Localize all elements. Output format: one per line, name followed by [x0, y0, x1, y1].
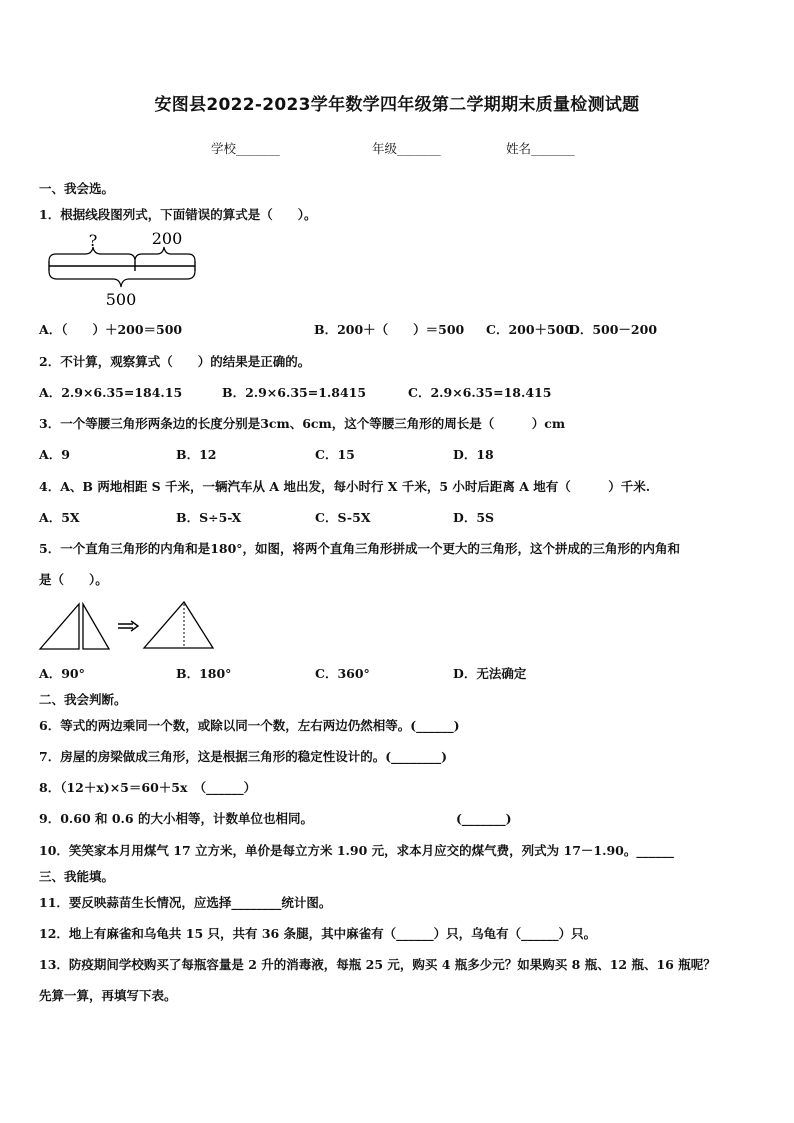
q4-stem: 4．A、B 两地相距 S 千米，一辆汽车从 A 地出发，每小时行 X 千米，5 小时后距离 A 地有（ ）千米.	[39, 479, 651, 494]
q5-stem-line1: 5．一个直角三角形的内角和是180°，如图，将两个直角三角形拼成一个更大的三角形，这个拼成的三角形的内角和	[39, 541, 681, 556]
q1-option-c[interactable]: C．200＋500	[486, 322, 574, 337]
q12[interactable]: 12．地上有麻雀和乌龟共 15 只，共有 36 条腿，其中麻雀有（______）只，乌龟有（______）只。	[39, 926, 597, 941]
q1-segment-diagram	[40, 229, 210, 313]
unknown-label: ?	[88, 231, 98, 250]
section-3-heading: 三、我能填。	[39, 869, 115, 884]
q5-option-d[interactable]: D．无法确定	[453, 666, 527, 681]
q3-option-b[interactable]: B．12	[176, 447, 217, 462]
right-triangle-left	[40, 604, 79, 649]
q10[interactable]: 10．笑笑家本月用煤气 17 立方米，单价是每立方米 1.90 元，求本月应交的煤气费，列式为 17－1.90。______	[39, 843, 674, 858]
q4-option-c[interactable]: C．S-5X	[315, 510, 371, 525]
q7[interactable]: 7．房屋的房梁做成三角形，这是根据三角形的稳定性设计的。(________)	[39, 749, 448, 764]
right-part-brace	[135, 247, 195, 261]
q3-option-a[interactable]: A．9	[39, 447, 70, 462]
total-brace	[49, 271, 195, 287]
page-title: 安图县2022-2023学年数学四年级第二学期期末质量检测试题	[154, 95, 640, 115]
q2-option-b[interactable]: B．2.9×6.35=1.8415	[222, 385, 367, 400]
q2-option-a[interactable]: A．2.9×6.35=184.15	[39, 385, 183, 400]
q2-stem: 2．不计算，观察算式（ ）的结果是正确的。	[39, 354, 311, 369]
grade-field[interactable]: 年级_______	[372, 141, 441, 156]
q1-option-d[interactable]: D．500－200	[569, 322, 658, 337]
q3-option-d[interactable]: D．18	[453, 447, 494, 462]
q3-option-c[interactable]: C．15	[315, 447, 355, 462]
q4-option-d[interactable]: D．5S	[453, 510, 495, 525]
q13-line1: 13．防疫期间学校购买了每瓶容量是 2 升的消毒液，每瓶 25 元，购买 4 瓶多少元？如果购买 8 瓶、12 瓶、16 瓶呢？	[39, 957, 716, 972]
q2-option-c[interactable]: C．2.9×6.35=18.415	[408, 385, 552, 400]
q9: 9．0.60 和 0.6 的大小相等，计数单位也相同。	[39, 811, 313, 826]
q4-option-a[interactable]: A．5X	[39, 510, 80, 525]
q1-stem: 1．根据线段图列式，下面错误的算式是（ ）。	[39, 207, 317, 222]
q6[interactable]: 6．等式的两边乘同一个数，或除以同一个数，左右两边仍然相等。(______)	[39, 718, 460, 733]
combined-triangle	[144, 602, 213, 648]
section-2-heading: 二、我会判断。	[39, 692, 127, 707]
q9-answer-blank[interactable]: (_______)	[456, 811, 512, 826]
q5-triangles-diagram	[38, 600, 218, 652]
q5-option-c[interactable]: C．360°	[315, 666, 370, 681]
q1-option-a[interactable]: A．（ ）＋200＝500	[39, 322, 183, 337]
name-field[interactable]: 姓名_______	[506, 141, 575, 156]
total-label: 500	[105, 290, 137, 309]
q8[interactable]: 8．（12＋x)×5＝60＋5x （______）	[39, 780, 257, 795]
q5-stem-line2: 是（ ）。	[39, 572, 108, 587]
part-label: 200	[151, 229, 183, 248]
section-1-heading: 一、我会选。	[39, 181, 115, 196]
arrow-icon	[118, 621, 138, 631]
q5-option-b[interactable]: B．180°	[176, 666, 232, 681]
school-field[interactable]: 学校_______	[211, 141, 280, 156]
q13-line2: 先算一算，再填写下表。	[39, 988, 177, 1003]
q11[interactable]: 11．要反映蒜苗生长情况，应选择________统计图。	[39, 895, 332, 910]
right-triangle-right	[83, 604, 109, 649]
q4-option-b[interactable]: B．S÷5-X	[176, 510, 242, 525]
q5-option-a[interactable]: A．90°	[39, 666, 85, 681]
q1-option-b[interactable]: B．200＋（ ）＝500	[314, 322, 465, 337]
q3-stem: 3．一个等腰三角形两条边的长度分别是3cm、6cm，这个等腰三角形的周长是（ ）cm	[39, 416, 566, 431]
